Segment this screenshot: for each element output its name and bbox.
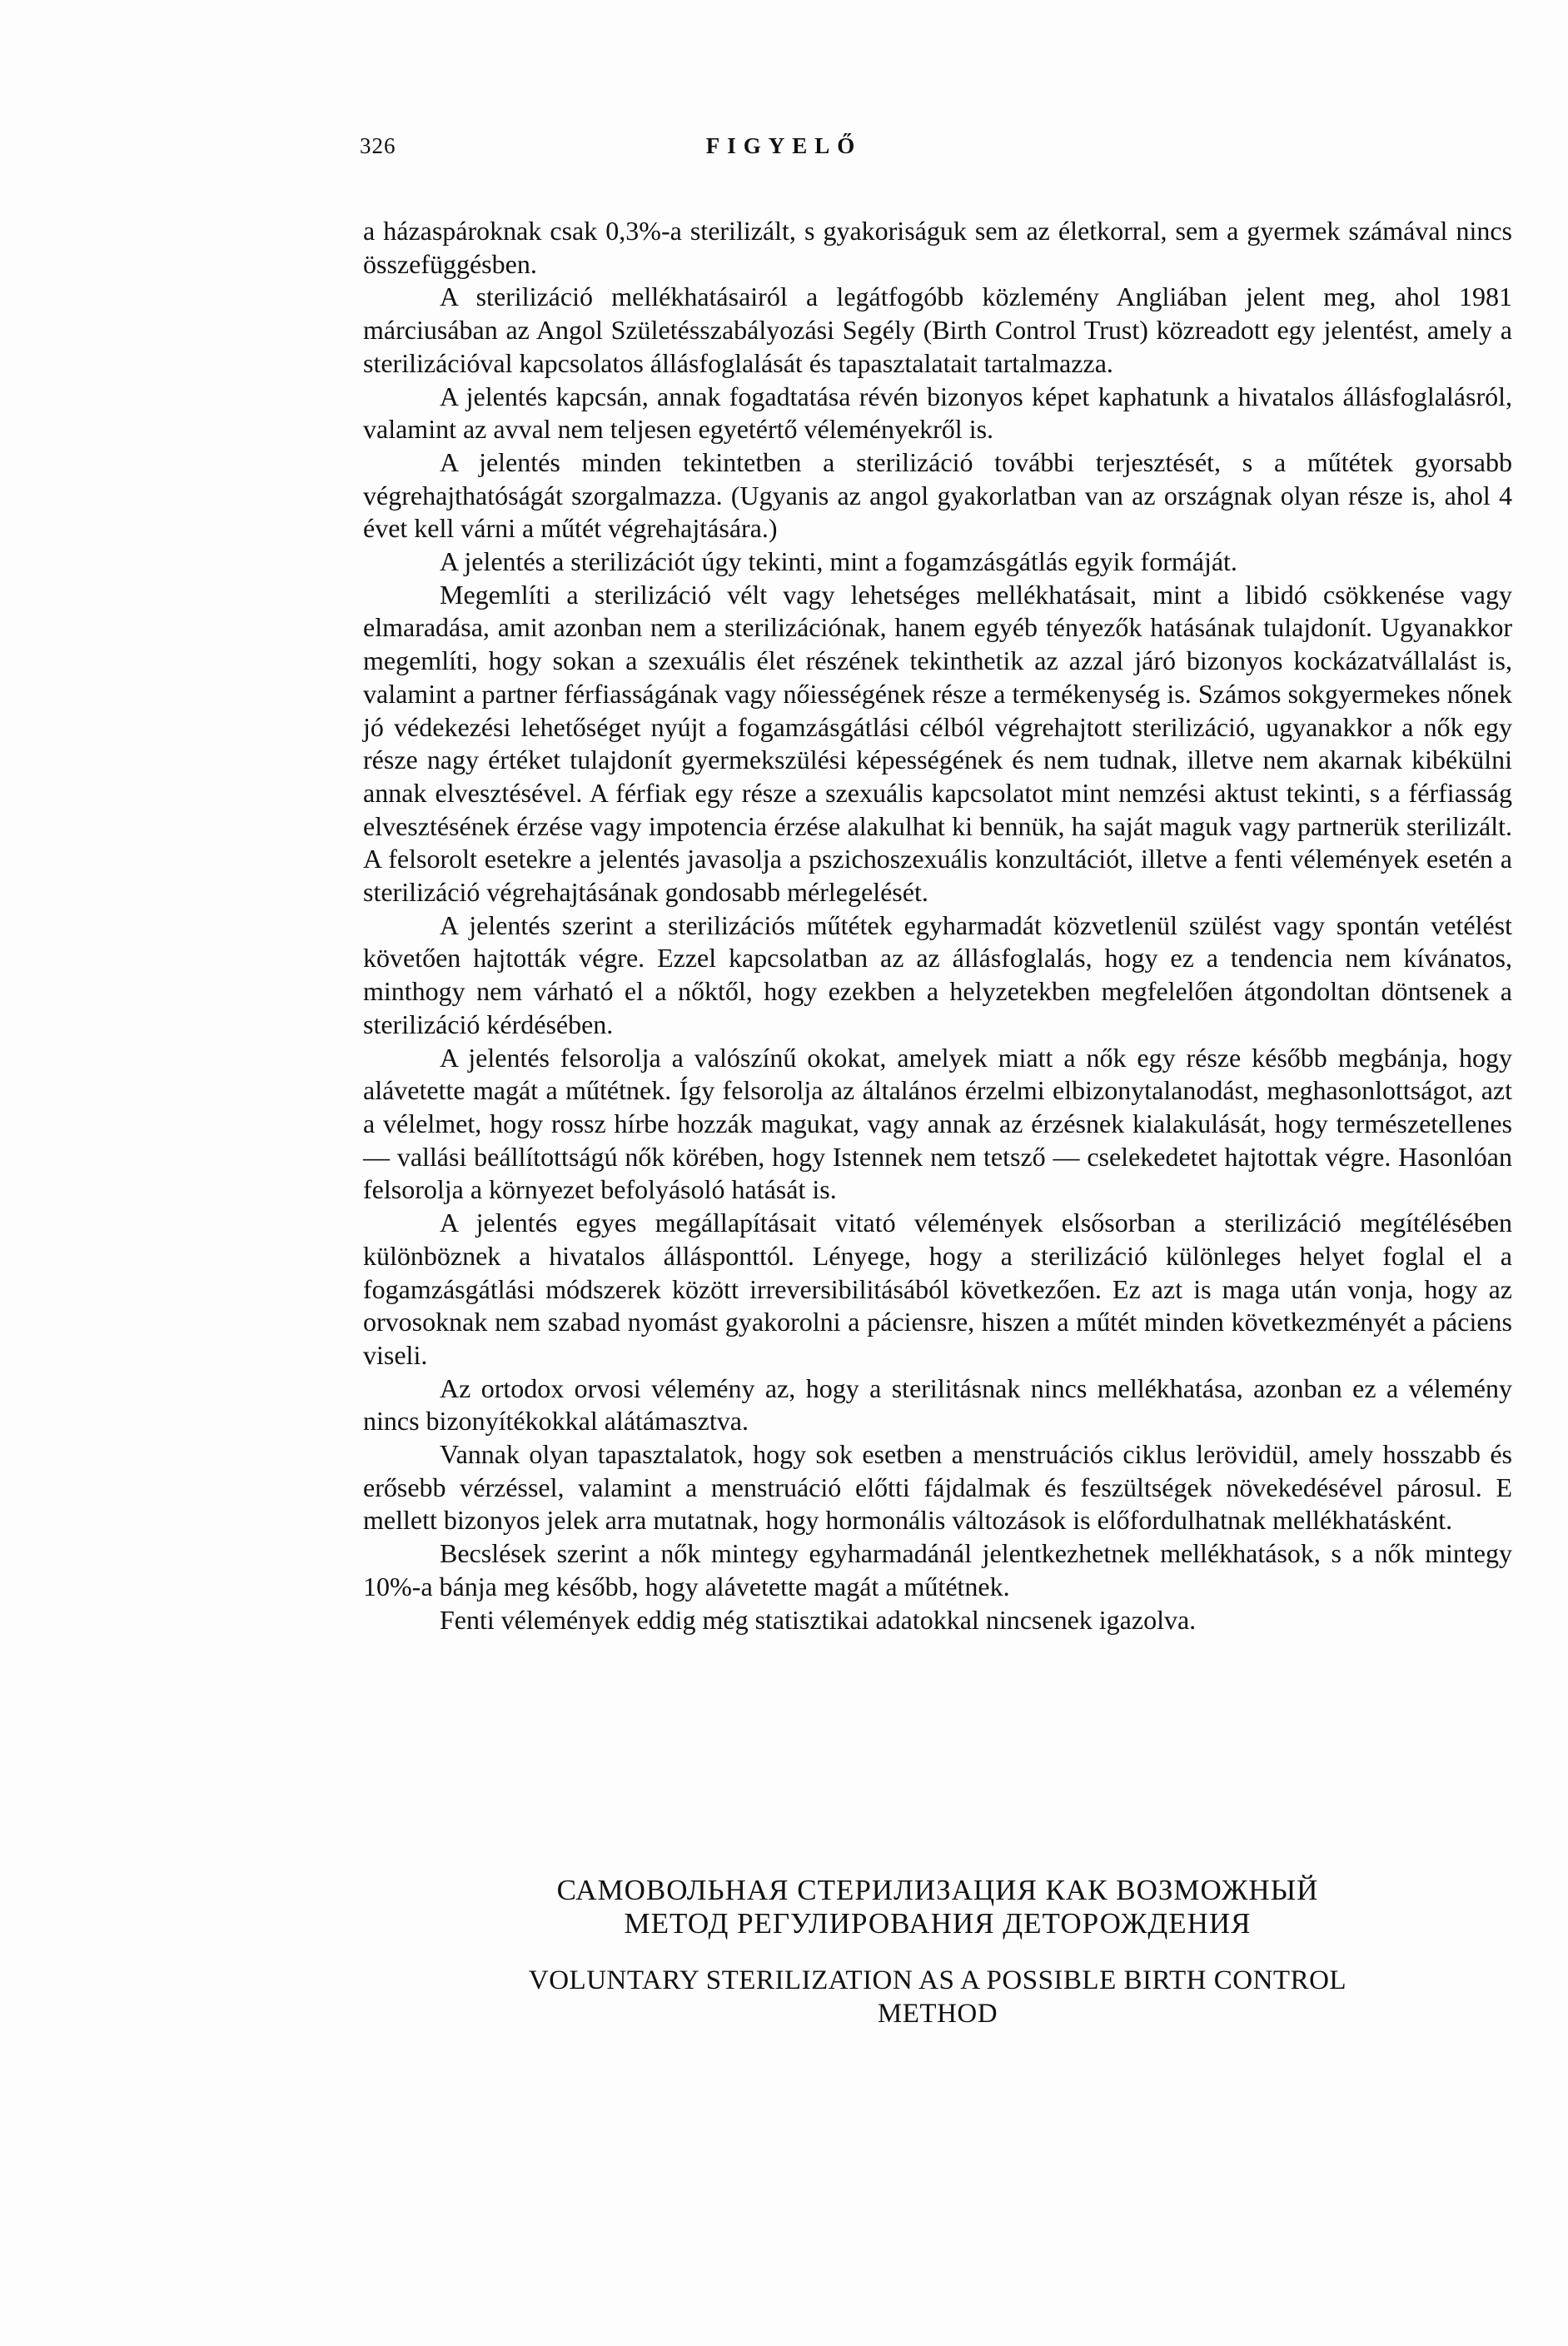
paragraph: Becslések szerint a nők mintegy egyharmadánál jelentkezhetnek mellékhatások, s a nők mintegy 10%-a bánja meg később, hogy alávetette magát a műtétnek. [363, 1538, 1512, 1601]
english-title-line-2: METHOD [877, 1999, 998, 2029]
paragraph: Vannak olyan tapasztalatok, hogy sok esetben a menstruációs ciklus lerövidül, amely hosszabb és erősebb vérzéssel, valamint a menstruáció előtti fájdalmak és feszültségek növekedésével párosul. E mellett bizonyos jelek arra mutatnak, hogy hormonális változások is előfordulhatnak mellékhatásként. [363, 1439, 1512, 1536]
russian-summary-title [363, 1874, 1512, 1940]
paragraph: A jelentés minden tekintetben a sterilizáció további terjesztését, s a műtétek gyorsabb végrehajthatóságát szorgalmazza. (Ugyanis az angol gyakorlatban van az országnak olyan része is, ahol 4 évet kell várni a műtét végrehajtására.) [363, 446, 1512, 544]
paragraph: A sterilizáció mellékhatásairól a legátfogóbb közlemény Angliában jelent meg, ahol 1981 márciusában az Angol Születésszabályozási Segély (Birth Control Trust) közreadott egy jelentést, amely a sterilizációval kapcsolatos állásfoglalását és tapasztalatait tartalmazza. [363, 281, 1512, 378]
paragraph: A jelentés egyes megállapításait vitató vélemények elsősorban a sterilizáció megítélésében különböznek a hivatalos állásponttól. Lényege, hogy a sterilizáció különleges helyet foglal el a fogamzásgátlási módszerek között irreversibilitásából következően. Ez azt is maga után vonja, hogy az orvosoknak nem szabad nyomást gyakorolni a páciensre, hiszen a műtét minden következményét a páciens viseli. [363, 1208, 1512, 1370]
page-number: 326 [360, 133, 396, 158]
russian-title-line-1: САМОВОЛЬНАЯ СТЕРИЛИЗАЦИЯ КАК ВОЗМОЖНЫЙ [556, 1874, 1319, 1906]
running-title: FIGYELŐ [705, 133, 863, 158]
paragraph: A jelentés szerint a sterilizációs műtétek egyharmadát közvetlenül szülést vagy spontán vetélést követően hajtották végre. Ezzel kapcsolatban az az állásfoglalás, hogy ez a tendencia nem kívánatos, minthogy nem várható el a nőktől, hogy ezekben a helyzetekben megfelelően átgondoltan döntsenek a sterilizáció kérdésében. [363, 909, 1512, 1039]
paragraph: Megemlíti a sterilizáció vélt vagy lehetséges mellékhatásait, mint a libidó csökkenése vagy elmaradása, amit azonban nem a sterilizációnak, hanem egyéb tényezők hatásának tulajdonít. Ugyanakkor megemlíti, hogy sokan a szexuális élet részének tekinthetik az azzal járó bizonyos kockázatvállalást is, valamint a partner férfiasságának vagy nőiességének része a termékenység is. Számos sokgyermekes nőnek jó védekezési lehetőséget nyújt a fogamzásgátlási célból végrehajtott sterilizáció, ugyanakkor a nők egy része nagy értéket tulajdonít gyermekszülési képességének és nem tudnak, illetve nem akarnak kibékülni annak elvesztésével. A férfiak egy része a szexuális kapcsolatot mint nemzési aktust tekinti, s a férfiasság elvesztésének érzése vagy impotencia érzése alakulhat ki bennük, ha saját maguk vagy partnerük sterilizált. A felsorolt esetekre a jelentés javasolja a pszichoszexuális konzultációt, illetve a fenti vélemények esetén a sterilizáció végrehajtásának gondosabb mérlegelését. [363, 579, 1512, 908]
paragraph: A jelentés kapcsán, annak fogadtatása révén bizonyos képet kaphatunk a hivatalos állásfoglalásról, valamint az avval nem teljesen egyetértő véleményekről is. [363, 381, 1512, 445]
russian-title-line-2: МЕТОД РЕГУЛИРОВАНИЯ ДЕТОРОЖДЕНИЯ [624, 1907, 1252, 1940]
paragraph: A jelentés a sterilizációt úgy tekinti, mint a fogamzásgátlás egyik formáját. [440, 546, 1237, 577]
english-title-line-1: VOLUNTARY STERILIZATION AS A POSSIBLE BIRTH CONTROL [528, 1965, 1347, 1995]
english-summary-title [363, 1964, 1512, 2030]
paragraph: Fenti vélemények eddig még statisztikai adatokkal nincsenek igazolva. [440, 1604, 1197, 1635]
article-body [363, 215, 1512, 1636]
paragraph: A jelentés felsorolja a valószínű okokat, amelyek miatt a nők egy része később megbánja, hogy alávetette magát a műtétnek. Így felsorolja az általános érzelmi elbizonytalanodást, meghasonlottságot, azt a vélelmet, hogy rossz hírbe hozzák magukat, vagy annak az érzésnek kialakulását, hogy természetellenes — vallási beállítottságú nők körében, hogy Istennek nem tetsző — cselekedetet hajtottak végre. Hasonlóan felsorolja a környezet befolyásoló hatását is. [363, 1042, 1512, 1205]
paragraph: Az ortodox orvosi vélemény az, hogy a sterilitásnak nincs mellékhatása, azonban ez a vélemény nincs bizonyítékokkal alátámasztva. [363, 1372, 1512, 1437]
paragraph-continuation: a házaspároknak csak 0,3%-a sterilizált, s gyakoriságuk sem az életkorral, sem a gyermek számával nincs összefüggésben. [363, 216, 1512, 279]
